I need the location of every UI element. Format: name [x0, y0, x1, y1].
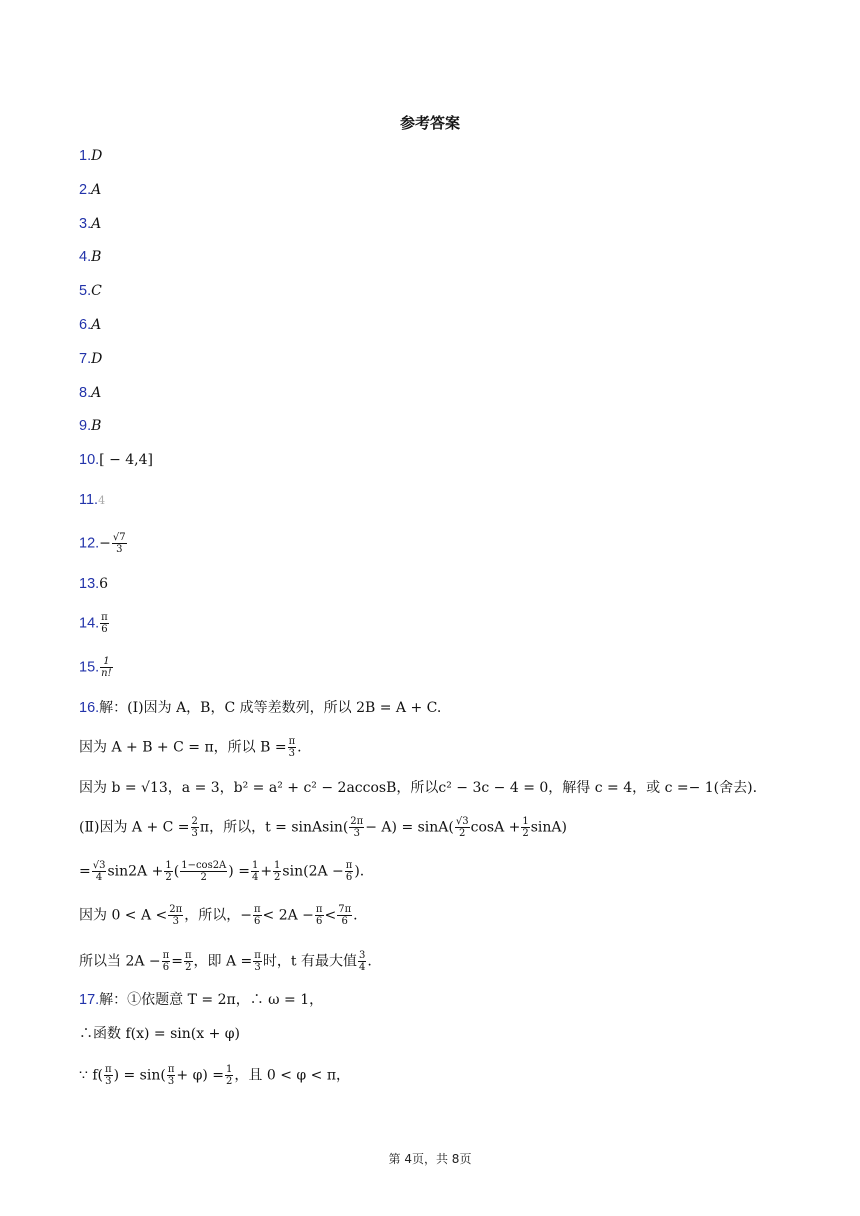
fraction [92, 860, 107, 883]
solution-text: 所以当 2A − [79, 953, 161, 970]
answer-line-4 [79, 247, 101, 267]
denominator: 6 [162, 962, 170, 973]
answer-fraction [112, 532, 127, 555]
answer-value: 6 [99, 576, 109, 592]
denominator: 3 [116, 544, 123, 555]
q16-line-7 [79, 950, 372, 973]
fraction [162, 950, 171, 973]
q17-line-3 [79, 1064, 350, 1087]
numerator: 2π [350, 816, 364, 827]
fraction [225, 1064, 233, 1087]
answer-value: B [91, 249, 102, 265]
q16-line-4 [79, 816, 567, 839]
answer-value: D [91, 351, 103, 367]
numerator: π [253, 904, 261, 915]
denominator: 3 [167, 1076, 175, 1087]
fraction [345, 860, 354, 883]
item-number: 15. [79, 659, 100, 676]
denominator: 3 [353, 828, 360, 839]
solution-text: ∵ f( [79, 1067, 104, 1084]
denominator: 2 [522, 828, 529, 839]
solution-text: 因为 b = √13，a = 3，b² = a² + c² − 2accosB，所以c² − 3c − 4 = 0，解得 c = 4，或 c =− 1(舍去). [79, 780, 758, 796]
q16-line-2 [79, 736, 302, 759]
solution-text: . [353, 907, 358, 924]
fraction [253, 904, 262, 927]
numerator: 1 [251, 860, 259, 871]
fraction [104, 1064, 113, 1087]
solution-text: 解：①依题意 T = 2π，∴ ω = 1， [99, 992, 324, 1008]
answer-line-6 [79, 315, 101, 335]
fraction [164, 860, 172, 883]
item-number: 13. [79, 576, 100, 592]
answer-line-12 [79, 532, 128, 555]
page-title: 参考答案 [399, 114, 460, 132]
numerator: 1−cos2A [181, 860, 227, 871]
solution-text: = [171, 953, 183, 970]
solution-text: sinA) [530, 819, 567, 836]
fraction [358, 950, 366, 973]
answer-line-13 [79, 574, 108, 594]
fraction [521, 816, 529, 839]
denominator: 2 [274, 872, 281, 883]
answer-value: [ − 4,4] [99, 452, 153, 468]
fraction [184, 950, 193, 973]
denominator: 3 [254, 962, 261, 973]
numerator: √7 [112, 532, 126, 543]
denominator: 2 [185, 962, 192, 973]
fraction [191, 816, 199, 839]
answer-value: A [91, 216, 102, 232]
fraction [455, 816, 470, 839]
numerator: π [167, 1064, 175, 1075]
item-number: 8. [79, 385, 92, 401]
q16-line-5 [79, 860, 364, 883]
q16-line-3 [79, 778, 757, 798]
solution-text: sin2A + [107, 863, 164, 880]
solution-text: ( [173, 863, 180, 880]
solution-text: cosA + [470, 819, 521, 836]
answer-fraction [100, 612, 109, 635]
solution-text: 因为 0 < A < [79, 907, 168, 924]
answer-value: 4 [98, 494, 106, 507]
q17-line-2 [79, 1024, 240, 1044]
numerator: 1 [274, 860, 281, 871]
denominator: 4 [358, 962, 366, 973]
solution-text: = [79, 863, 91, 880]
q17-line-1 [79, 990, 323, 1010]
numerator: 1 [226, 1064, 233, 1075]
fraction [349, 816, 364, 839]
answer-value: A [91, 182, 102, 198]
item-number: 10. [79, 452, 100, 468]
solution-text: . [297, 739, 302, 756]
denominator: 6 [345, 872, 353, 883]
fraction [180, 860, 227, 883]
numerator: 1 [100, 656, 112, 668]
numerator: √3 [455, 816, 469, 827]
item-number: 6. [79, 317, 92, 333]
numerator: 1 [522, 816, 529, 827]
solution-text: . [367, 953, 372, 970]
solution-text: < [324, 907, 337, 924]
numerator: π [315, 904, 323, 915]
denominator: 4 [251, 872, 259, 883]
minus-sign: − [99, 535, 111, 552]
denominator: n! [101, 668, 112, 679]
solution-text: ) = [228, 863, 250, 880]
answer-value: C [91, 283, 102, 299]
item-number: 12. [79, 535, 100, 552]
answer-line-5 [79, 281, 102, 301]
answer-line-2 [79, 180, 101, 200]
answer-value: A [91, 317, 102, 333]
solution-text: 解：(Ⅰ)因为 A，B，C 成等差数列，所以 2B = A + C. [99, 700, 442, 716]
numerator: 2π [169, 904, 183, 915]
solution-text: π，所以，t = sinAsin( [199, 819, 349, 836]
answer-line-8 [79, 383, 101, 403]
solution-text: (Ⅱ)因为 A + C = [79, 819, 190, 836]
solution-text: sin(2A − [282, 863, 344, 880]
item-number: 5. [79, 283, 92, 299]
item-number: 3. [79, 216, 92, 232]
answer-line-10 [79, 450, 153, 470]
denominator: 6 [254, 916, 261, 927]
numerator: √3 [92, 860, 106, 871]
fraction [337, 904, 352, 927]
q16-line-6 [79, 904, 358, 927]
item-number: 17. [79, 992, 100, 1008]
numerator: 7π [338, 904, 352, 915]
solution-text: ，所以，− [184, 907, 252, 924]
solution-text: ，即 A = [193, 953, 253, 970]
item-number: 7. [79, 351, 92, 367]
fraction [251, 860, 259, 883]
solution-text: 因为 A + B + C = π，所以 B = [79, 739, 287, 756]
item-number: 2. [79, 182, 92, 198]
answer-value: A [91, 385, 102, 401]
numerator: π [345, 860, 353, 871]
denominator: 4 [95, 872, 103, 883]
numerator: 1 [165, 860, 172, 871]
denominator: 3 [191, 828, 198, 839]
numerator: π [101, 612, 108, 623]
denominator: 2 [165, 872, 172, 883]
solution-text: + [260, 863, 273, 880]
numerator: π [184, 950, 192, 961]
denominator: 2 [459, 828, 466, 839]
denominator: 6 [341, 916, 348, 927]
answer-line-11 [79, 490, 105, 511]
denominator: 2 [226, 1076, 233, 1087]
item-number: 9. [79, 418, 92, 434]
fraction [315, 904, 324, 927]
solution-text: 时，t 有最大值 [262, 953, 357, 970]
solution-text: ，且 0 < φ < π， [234, 1067, 351, 1084]
numerator: π [254, 950, 261, 961]
numerator: π [288, 736, 296, 747]
page-footer: 第 4页，共 8页 [388, 1152, 472, 1166]
item-number: 16. [79, 700, 100, 716]
denominator: 6 [101, 624, 108, 635]
denominator: 3 [288, 748, 296, 759]
item-number: 1. [79, 148, 92, 164]
fraction [253, 950, 262, 973]
solution-text: ∴函数 f(x) = sin(x + φ) [79, 1026, 241, 1042]
numerator: 3 [358, 950, 366, 961]
solution-text: < 2A − [262, 907, 314, 924]
denominator: 2 [200, 872, 207, 883]
item-number: 4. [79, 249, 92, 265]
answer-line-3 [79, 214, 101, 234]
solution-text: + φ) = [176, 1067, 225, 1084]
fraction [273, 860, 281, 883]
fraction [168, 904, 183, 927]
numerator: π [162, 950, 170, 961]
answer-line-9 [79, 416, 101, 436]
answer-line-1 [79, 146, 102, 166]
solution-text: ). [354, 863, 365, 880]
fraction [167, 1064, 176, 1087]
solution-text: ) = sin( [113, 1067, 166, 1084]
denominator: 3 [172, 916, 179, 927]
item-number: 14. [79, 615, 100, 632]
denominator: 6 [316, 916, 323, 927]
answer-value: D [91, 148, 103, 164]
answer-line-7 [79, 349, 102, 369]
answer-fraction [100, 656, 112, 679]
denominator: 3 [105, 1076, 112, 1087]
answer-line-15 [79, 656, 114, 679]
numerator: 2 [191, 816, 198, 827]
fraction [288, 736, 297, 759]
q16-line-1 [79, 698, 441, 718]
item-number: 11. [79, 492, 99, 508]
numerator: π [105, 1064, 112, 1075]
answer-value: B [91, 418, 102, 434]
solution-text: − A) = sinA( [365, 819, 454, 836]
answer-line-14 [79, 612, 110, 635]
